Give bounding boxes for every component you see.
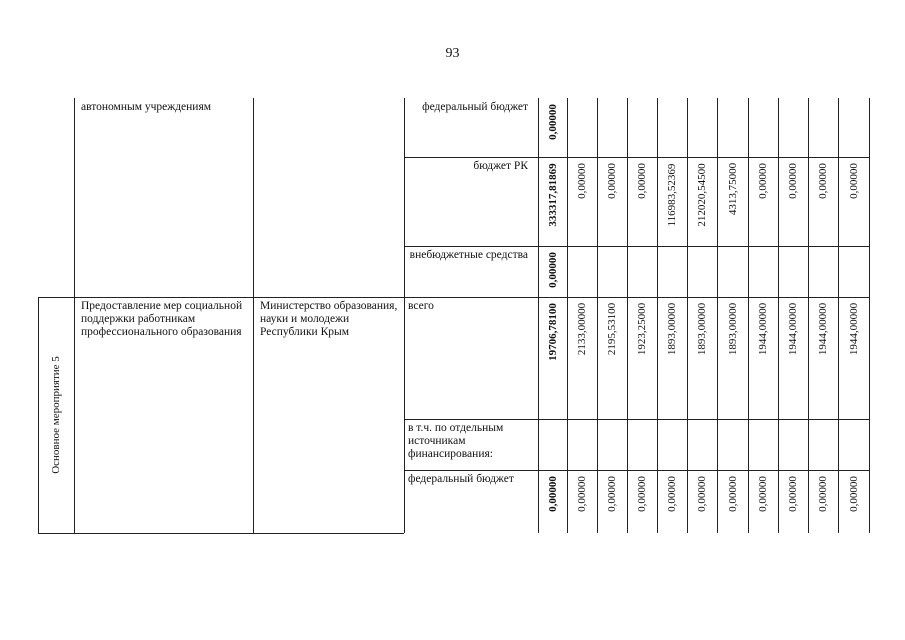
- grid-vline: [567, 98, 568, 533]
- grid-vline: [778, 98, 779, 533]
- grid-vline: [627, 98, 628, 533]
- value-cell: 1944,00000: [847, 302, 860, 356]
- value-cell: 0,00000: [787, 476, 799, 512]
- event-executor: Министерство образования, науки и молодежи Республики Крым: [260, 300, 398, 338]
- row-label: в т.ч. по отдельным источникам финансирования:: [408, 422, 504, 460]
- value-cell: 1923,25000: [636, 302, 648, 356]
- value-cell: 1944,00000: [817, 302, 829, 356]
- value-cell: 1893,00000: [726, 302, 739, 356]
- value-cell: 0,00000: [757, 163, 769, 199]
- grid-vline: [404, 98, 405, 297]
- value-cell: 0,00000: [636, 476, 648, 512]
- event-description: Предоставление мер социальной поддержки работникам профессионального образования: [81, 300, 243, 338]
- value-cell: 1944,00000: [787, 302, 799, 356]
- grid-hline: [404, 157, 869, 158]
- value-cell: 0,00000: [696, 476, 708, 512]
- value-cell: 0,00000: [576, 163, 588, 199]
- value-cell: 0,00000: [817, 476, 829, 512]
- value-cell: 19706,78100: [546, 303, 559, 361]
- value-cell: 0,00000: [666, 476, 678, 512]
- grid-hline: [404, 419, 869, 420]
- value-cell: 333317,81869: [546, 162, 559, 227]
- value-cell: 4313,75000: [726, 162, 739, 216]
- grid-hline: [404, 470, 869, 471]
- grid-vline: [404, 297, 405, 533]
- grid-vline: [657, 98, 658, 533]
- value-cell: 0,00000: [726, 476, 739, 512]
- grid-hline: [38, 533, 404, 534]
- value-cell: 116983,52369: [666, 163, 678, 226]
- value-cell: 0,00000: [546, 104, 559, 140]
- value-cell: 2195,53100: [606, 302, 618, 356]
- grid-vline: [253, 98, 254, 297]
- row-label: бюджет РК: [473, 160, 528, 172]
- value-cell: 212020,54500: [696, 162, 708, 227]
- grid-hline: [404, 246, 869, 247]
- value-cell: 0,00000: [817, 163, 829, 199]
- value-cell: 0,00000: [546, 252, 559, 288]
- top-block-description: автономным учреждениям: [81, 101, 212, 113]
- grid-vline: [538, 98, 539, 533]
- value-cell: 2133,00000: [576, 302, 588, 356]
- row-label: внебюджетные средства: [409, 249, 528, 261]
- grid-vline: [869, 98, 870, 533]
- value-cell: 1944,00000: [757, 302, 769, 356]
- grid-vline: [808, 98, 809, 533]
- grid-vline: [597, 98, 598, 533]
- value-cell: 0,00000: [757, 476, 769, 512]
- row-label: федеральный бюджет: [422, 101, 528, 113]
- event-name: Основное мероприятие 5: [50, 356, 62, 474]
- value-cell: 0,00000: [847, 163, 860, 199]
- grid-vline: [748, 98, 749, 533]
- value-cell: 0,00000: [636, 163, 648, 199]
- value-cell: 0,00000: [546, 476, 559, 512]
- row-label: всего: [408, 300, 434, 312]
- value-cell: 0,00000: [606, 163, 618, 199]
- page-number: 93: [445, 46, 460, 61]
- value-cell: 0,00000: [787, 163, 799, 199]
- grid-vline: [838, 98, 839, 533]
- grid-vline: [38, 297, 39, 533]
- value-cell: 1893,00000: [696, 302, 708, 356]
- row-label: федеральный бюджет: [408, 473, 514, 485]
- grid-hline: [38, 297, 869, 298]
- grid-vline: [74, 297, 75, 533]
- value-cell: 0,00000: [606, 476, 618, 512]
- value-cell: 1893,00000: [666, 302, 678, 356]
- value-cell: 0,00000: [847, 476, 860, 512]
- grid-vline: [687, 98, 688, 533]
- grid-vline: [74, 98, 75, 297]
- grid-vline: [253, 297, 254, 533]
- value-cell: 0,00000: [576, 476, 588, 512]
- grid-vline: [717, 98, 718, 533]
